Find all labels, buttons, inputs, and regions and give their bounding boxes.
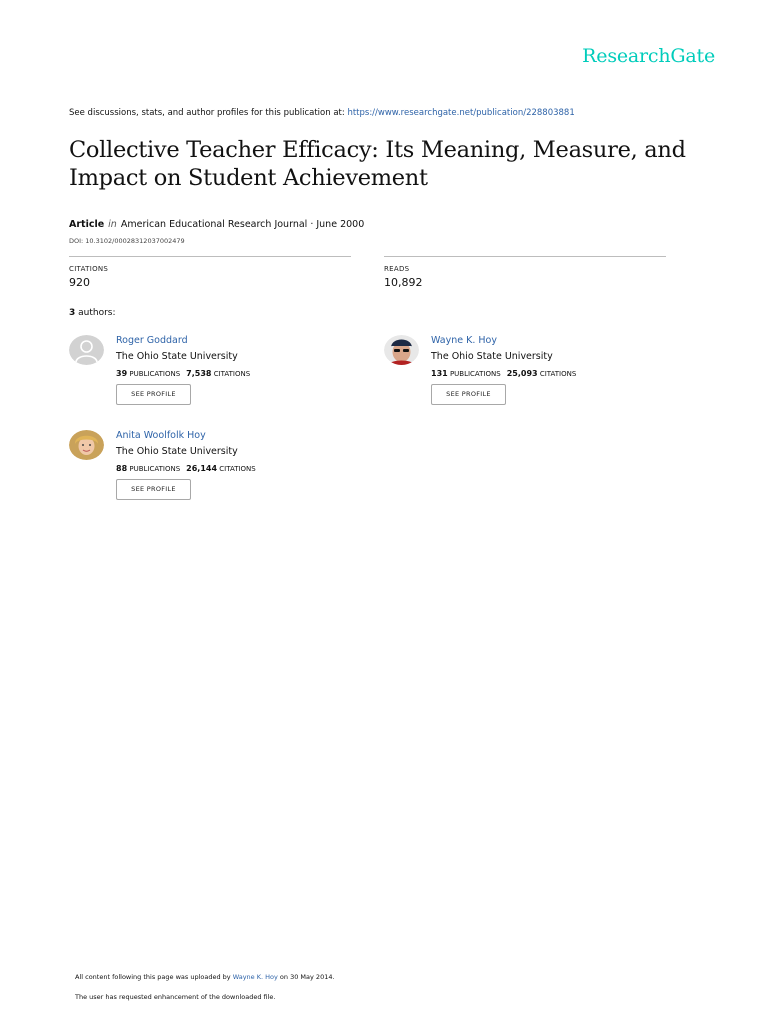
upload-suffix: on 30 May 2014. [277, 973, 335, 981]
author-institution: The Ohio State University [116, 446, 238, 457]
default-avatar-icon[interactable] [69, 335, 104, 365]
upload-prefix: All content following this page was uploaded by [75, 973, 233, 981]
author-citations-count: 25,093 [506, 369, 538, 378]
author-photo-avatar[interactable] [384, 335, 419, 365]
authors-count: 3 [69, 308, 76, 318]
author-citations-label: CITATIONS [539, 370, 577, 378]
journal-name: American Educational Research Journal · June 2000 [120, 219, 365, 230]
author-name-link[interactable]: Anita Woolfolk Hoy [116, 430, 206, 441]
publication-meta [69, 219, 364, 230]
title-line-1: Collective Teacher Efficacy: Its Meaning, Measure, and [69, 137, 686, 163]
citations-label: CITATIONS [69, 265, 109, 273]
uploader-link[interactable]: Wayne K. Hoy [232, 973, 278, 981]
see-profile-button[interactable]: SEE PROFILE [431, 384, 506, 405]
author-name-link[interactable]: Roger Goddard [116, 335, 188, 346]
discussion-lead-text: See discussions, stats, and author profiles for this publication at: [69, 108, 348, 118]
publication-url-link[interactable]: https://www.researchgate.net/publication/228803881 [347, 108, 575, 118]
publication-title [69, 136, 729, 192]
author-citations-label: CITATIONS [219, 465, 256, 473]
publications-count: 131 [431, 369, 448, 378]
publications-count: 39 [116, 369, 128, 378]
doi: DOI: 10.3102/00028312037002479 [69, 237, 185, 245]
enhancement-note: The user has requested enhancement of the downloaded file. [75, 993, 276, 1001]
author-card [69, 335, 369, 415]
author-counts [431, 369, 576, 378]
reads-stat [384, 256, 666, 289]
author-photo-avatar[interactable] [69, 430, 104, 460]
author-institution: The Ohio State University [116, 351, 238, 362]
see-profile-button[interactable]: SEE PROFILE [116, 384, 191, 405]
citations-stat [69, 256, 351, 289]
publications-count: 88 [116, 464, 128, 473]
author-card [384, 335, 684, 415]
publications-label: PUBLICATIONS [129, 465, 181, 473]
see-profile-button[interactable]: SEE PROFILE [116, 479, 191, 500]
author-counts [116, 369, 250, 378]
authors-heading [69, 308, 116, 318]
publication-type: Article [69, 219, 105, 230]
title-line-2: Impact on Student Achievement [69, 165, 428, 191]
publications-label: PUBLICATIONS [449, 370, 501, 378]
author-citations-count: 7,538 [186, 369, 212, 378]
authors-label: authors: [75, 308, 116, 318]
discussion-line [69, 108, 575, 118]
author-card [69, 430, 369, 510]
publications-label: PUBLICATIONS [129, 370, 181, 378]
author-name-link[interactable]: Wayne K. Hoy [431, 335, 497, 346]
author-citations-label: CITATIONS [213, 370, 251, 378]
in-word: in [108, 219, 117, 230]
researchgate-logo[interactable]: ResearchGate [582, 45, 715, 67]
upload-note [75, 973, 335, 981]
author-institution: The Ohio State University [431, 351, 553, 362]
author-counts [116, 464, 256, 473]
author-citations-count: 26,144 [186, 464, 218, 473]
reads-label: READS [384, 265, 410, 273]
citations-value: 920 [69, 276, 90, 289]
reads-value: 10,892 [384, 276, 423, 289]
